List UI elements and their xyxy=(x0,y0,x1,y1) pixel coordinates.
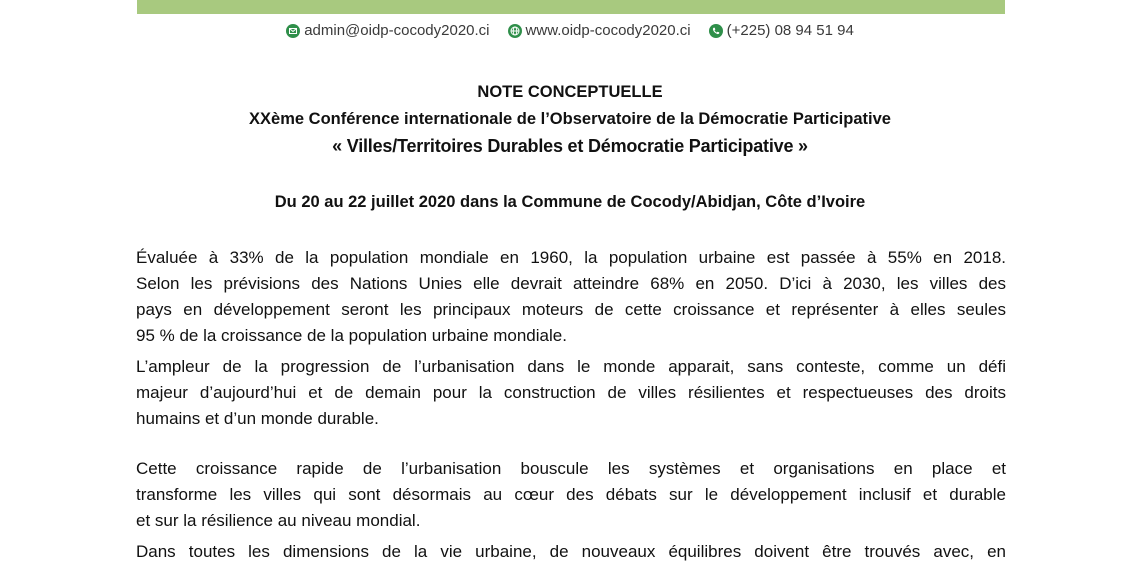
contact-row xyxy=(0,22,1140,39)
phone-icon xyxy=(709,24,723,38)
contact-email-text: admin@oidp-cocody2020.ci xyxy=(304,22,490,39)
paragraph-line: L’ampleur de la progression de l’urbanisation dans le monde apparait, sans conteste, comme un défi xyxy=(136,357,1006,376)
header-accent-bar xyxy=(137,0,1005,14)
conference-title: XXème Conférence internationale de l’Observatoire de la Démocratie Participative xyxy=(249,110,891,128)
paragraph-line: et sur la résilience au niveau mondial. xyxy=(136,511,421,530)
paragraph-line: pays en développement seront les principaux moteurs de cette croissance et représenter à elles seules xyxy=(136,300,1006,319)
contact-website[interactable] xyxy=(508,22,691,39)
paragraph-line: Selon les prévisions des Nations Unies elle devrait atteindre 68% en 2050. D’ici à 2030, les villes des xyxy=(136,274,1006,293)
paragraph-line: 95 % de la croissance de la population urbaine mondiale. xyxy=(136,326,567,345)
globe-icon xyxy=(508,24,522,38)
paragraph-line: humains et d’un monde durable. xyxy=(136,409,379,428)
dates-line: Du 20 au 22 juillet 2020 dans la Commune de Cocody/Abidjan, Côte d’Ivoire xyxy=(274,193,866,211)
contact-phone[interactable] xyxy=(709,22,854,39)
contact-email[interactable] xyxy=(286,22,489,39)
contact-phone-text: (+225) 08 94 51 94 xyxy=(726,22,854,39)
paragraph-line: transforme les villes qui sont désormais au cœur des débats sur le développement inclusif et durable xyxy=(136,485,1006,504)
theme-title: « Villes/Territoires Durables et Démocratie Participative » xyxy=(332,136,808,156)
paragraph-line: Évaluée à 33% de la population mondiale en 1960, la population urbaine est passée à 55% en 2018. xyxy=(136,248,1006,267)
paragraph-2 xyxy=(136,354,1006,432)
email-icon xyxy=(286,24,300,38)
note-title: NOTE CONCEPTUELLE xyxy=(477,83,663,101)
paragraph-3 xyxy=(136,456,1006,534)
paragraph-line: majeur d’aujourd’hui et de demain pour la construction de villes résilientes et respectueuses des droits xyxy=(136,383,1006,402)
paragraph-line: Cette croissance rapide de l’urbanisation bouscule les systèmes et organisations en place et xyxy=(136,459,1006,478)
paragraph-4 xyxy=(136,539,1006,565)
paragraph-line: Dans toutes les dimensions de la vie urbaine, de nouveaux équilibres doivent être trouvés avec, en xyxy=(136,542,1006,561)
paragraph-1 xyxy=(136,245,1006,349)
contact-website-text: www.oidp-cocody2020.ci xyxy=(525,22,691,39)
